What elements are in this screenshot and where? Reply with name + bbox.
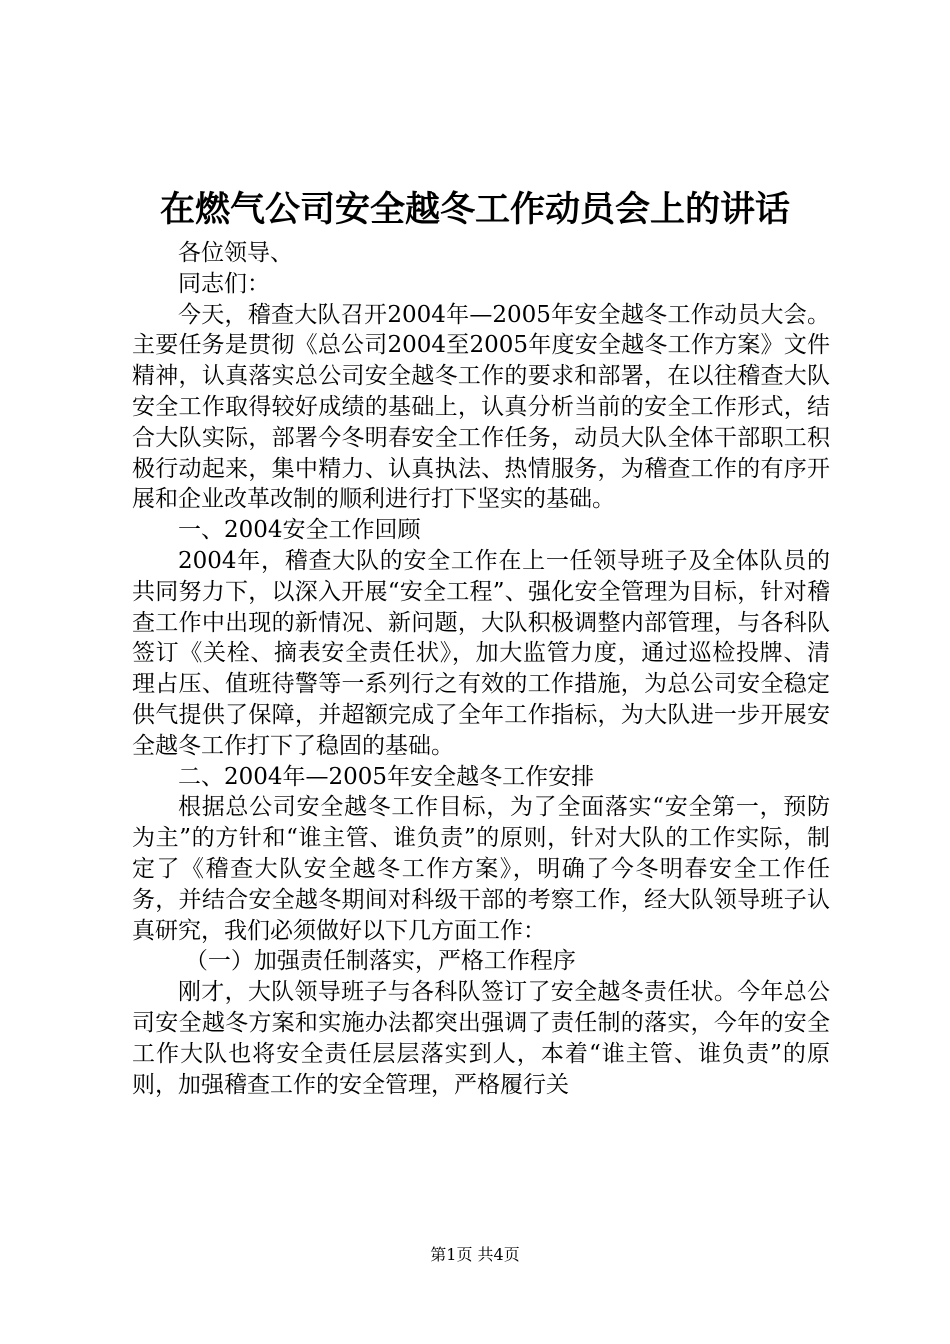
subsection-heading-1: （一）加强责任制落实，严格工作程序	[184, 948, 576, 975]
section-heading-1: 一、2004安全工作回顾	[178, 517, 421, 544]
document-body	[132, 238, 830, 1100]
body-paragraph-review: 2004年，稽查大队的安全工作在上一任领导班子及全体队员的共同努力下，以深入开展“安全工程”、强化安全管理为目标，针对稽查工作中出现的新情况、新问题，大队积极调整内部管理，与各科队签订《关栓、摘表安全责任状》，加大监管力度，通过巡检投牌、清理占压、值班待警等一系列行之有效的工作措施，为总公司安全稳定供气提供了保障，并超额完成了全年工作指标，为大队进一步开展安全越冬工作打下了稳固的基础。	[132, 547, 830, 759]
body-paragraph-responsibility: 刚才，大队领导班子与各科队签订了安全越冬责任状。今年总公司安全越冬方案和实施办法都突出强调了责任制的落实，今年的安全工作大队也将安全责任层层落实到人，本着“谁主管、谁负责”的原则，加强稽查工作的安全管理，严格履行关	[132, 979, 830, 1098]
body-paragraph-intro: 今天，稽查大队召开2004年—2005年安全越冬工作动员大会。主要任务是贯彻《总公司2004至2005年度安全越冬工作方案》文件精神，认真落实总公司安全越冬工作的要求和部署，在以往稽查大队安全工作取得较好成绩的基础上，认真分析当前的安全工作形式，结合大队实际，部署今冬明春安全工作任务，动员大队全体干部职工积极行动起来，集中精力、认真执法、热情服务，为稽查工作的有序开展和企业改革改制的顺利进行打下坚实的基础。	[132, 301, 830, 513]
salutation-line-2: 同志们：	[178, 270, 270, 297]
body-paragraph-plan: 根据总公司安全越冬工作目标，为了全面落实“安全第一，预防为主”的方针和“谁主管、谁负责”的原则，针对大队的工作实际，制定了《稽查大队安全越冬工作方案》，明确了今冬明春安全工作任务，并结合安全越冬期间对科级干部的考察工作，经大队领导班子认真研究，我们必须做好以下几方面工作：	[132, 794, 830, 944]
document-title: 在燃气公司安全越冬工作动员会上的讲话	[159, 189, 790, 230]
section-heading-2: 二、2004年—2005年安全越冬工作安排	[178, 763, 595, 790]
salutation-line-1: 各位领导、	[178, 240, 293, 266]
page-footer: 第1页 共4页	[430, 1245, 520, 1264]
